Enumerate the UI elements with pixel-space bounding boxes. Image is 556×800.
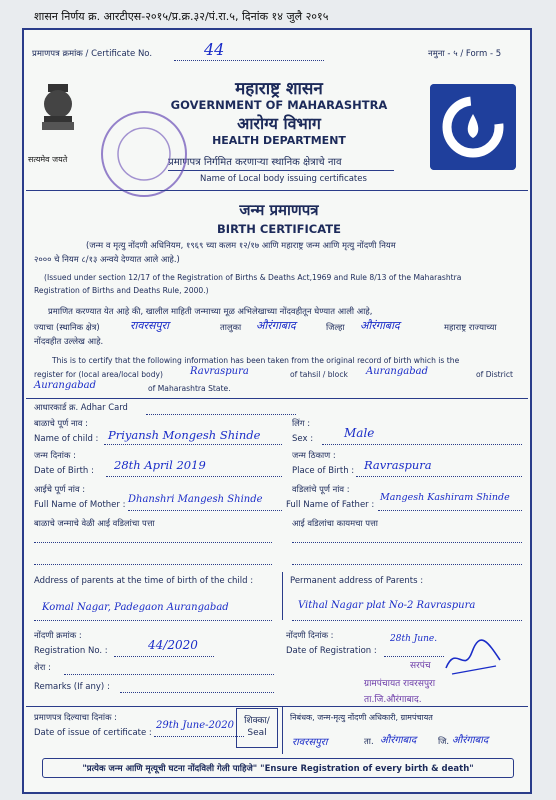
mother-name-value: Dhanshri Mangesh Shinde — [128, 494, 263, 505]
certificate-no-value: 44 — [204, 40, 225, 59]
pob-value: Ravraspura — [364, 458, 432, 472]
reg-no-label-mr: नोंदणी क्रमांक : — [34, 630, 82, 640]
intro-district-label: जिल्हा — [326, 322, 345, 332]
issue-date-label-en: Date of issue of certificate : — [34, 728, 152, 738]
address-permanent-label-en: Permanent address of Parents : — [290, 576, 424, 586]
dob-value: 28th April 2019 — [114, 458, 206, 472]
intro-state-en-label: of Maharashtra State. — [148, 384, 231, 393]
intro-mr-local-area-label: ज्याचा (स्थानिक क्षेत्र) — [34, 322, 100, 332]
child-name-label-en: Name of child : — [34, 434, 99, 444]
gov-title-en: GOVERNMENT OF MAHARASHTRA — [170, 98, 388, 112]
form-label: नमुना - ५ / Form - 5 — [428, 49, 502, 59]
intro-tahsil-label: of tahsil / block — [290, 370, 348, 379]
address-permanent-value: Vithal Nagar plat No-2 Ravraspura — [298, 600, 476, 611]
aadhar-label: आधारकार्ड क्र. Adhar Card — [34, 402, 128, 412]
sign-taluka-value: औरंगाबाद — [380, 735, 417, 746]
local-body-label-en: Name of Local body issuing certificates — [200, 174, 367, 184]
sign-village-value: रावरसपुरा — [292, 737, 328, 748]
address-birth-value: Komal Nagar, Padegaon Aurangabad — [42, 602, 229, 613]
reg-date-label-mr: नोंदणी दिनांक : — [286, 630, 334, 640]
footer-slogan: "प्रत्येक जन्म आणि मृत्यूची घटना नोंदविली गेली पाहिजे" "Ensure Registration of every birth & death" — [42, 758, 514, 778]
pob-label-mr: जन्म ठिकाण : — [292, 450, 336, 460]
local-body-label-mr: प्रमाणपत्र निर्गमित करणाऱ्या स्थानिक क्षेत्राचे नाव — [168, 157, 342, 168]
intro-village-value: रावरसपुरा — [130, 319, 169, 332]
seal-label-mr: शिक्का/ — [244, 716, 270, 726]
reg-date-value: 28th June. — [390, 634, 438, 644]
father-label-en: Full Name of Father : — [286, 500, 375, 510]
sex-value: Male — [344, 426, 375, 440]
address-birth-label-mr: बाळाचे जन्माचे वेळी आई वडिलांचा पत्ता — [34, 518, 155, 528]
reg-no-value: 44/2020 — [148, 638, 198, 652]
reg-no-label-en: Registration No. : — [34, 646, 108, 656]
dob-label-mr: जन्म दिनांक : — [34, 450, 76, 460]
sex-label-en: Sex : — [292, 434, 314, 444]
mother-label-en: Full Name of Mother : — [34, 500, 126, 510]
child-name-value: Priyansh Mongesh Shinde — [108, 428, 261, 442]
seal-box — [236, 708, 278, 748]
father-label-mr: वडिलांचे पूर्ण नांव : — [292, 484, 350, 494]
gr-reference-line: शासन निर्णय क्र. आरटीएस-२०१५/प्र.क्र.३२/पं.रा.५, दिनांक १४ जुलै २०१५ — [34, 10, 329, 23]
intro-state-label: महाराष्ट्र राज्याच्या — [444, 322, 497, 332]
certificate-title-mr: जन्म प्रमाणपत्र — [239, 201, 319, 219]
gov-title-mr: महाराष्ट्र शासन — [235, 79, 323, 99]
intro-tahsil-value: Aurangabad — [366, 366, 428, 377]
pob-label-en: Place of Birth : — [292, 466, 355, 476]
intro-district-en-value: Aurangabad — [34, 380, 96, 391]
seal-label-en: Seal — [247, 728, 267, 738]
gram-panchayat-round-stamp — [98, 108, 190, 200]
intro-en-line-1: (Issued under section 12/17 of the Registration of Births & Deaths Act,1969 and Rule 8/13 of the Maharashtra — [44, 273, 462, 282]
registrar-title: निबंधक, जन्म-मृत्यु नोंदणी अधिकारी, ग्रामपंचायत — [290, 713, 433, 722]
sign-district-label: जि. — [438, 736, 450, 746]
birth-certificate-document — [22, 28, 532, 794]
mother-label-mr: आईचे पूर्ण नांव : — [34, 484, 86, 494]
sex-label-mr: लिंग : — [292, 418, 311, 428]
address-permanent-label-mr: आई वडिलांचा कायमचा पत्ता — [292, 518, 378, 528]
intro-taluka-label: तालुका — [220, 322, 242, 332]
remarks-label-en: Remarks (If any) : — [34, 682, 110, 692]
child-name-label-mr: बाळाचे पूर्ण नाव : — [34, 418, 88, 428]
reg-date-label-en: Date of Registration : — [286, 646, 377, 656]
intro-district-value: औरंगाबाद — [360, 319, 400, 332]
intro-en-local-area-label: register for (local area/local body) — [34, 370, 163, 379]
sign-district-value: औरंगाबाद — [452, 735, 489, 746]
sarpanch-signature — [442, 638, 504, 678]
sign-taluka-label: ता. — [364, 736, 374, 746]
intro-en-line-3: This is to certify that the following information has been taken from the original record of birth which is the — [52, 356, 460, 365]
intro-taluka-value: औरंगाबाद — [256, 319, 296, 332]
intro-en-line-2: Registration of Births and Deaths Rule, 2000.) — [34, 286, 209, 295]
gram-panchayat-stamp-line-2: ता.जि.औरंगाबाद. — [364, 695, 422, 705]
certificate-title-en: BIRTH CERTIFICATE — [217, 222, 341, 236]
issue-date-label-mr: प्रमाणपत्र दिल्याचा दिनांक : — [34, 712, 118, 722]
certificate-no-label: प्रमाणपत्र क्रमांक / Certificate No. — [32, 49, 153, 59]
emblem-motto: सत्यमेव जयते — [28, 155, 68, 164]
remarks-label-mr: शेरा : — [34, 662, 51, 672]
father-name-value: Mangesh Kashiram Shinde — [380, 492, 510, 503]
intro-local-area-value: Ravraspura — [190, 366, 249, 377]
intro-mr-line-2: २००० चे नियम ८/१३ अन्वये देण्यात आले आहे.) — [34, 254, 180, 264]
address-birth-label-en: Address of parents at the time of birth of the child : — [34, 576, 254, 586]
sarpanch-stamp-label: सरपंच — [410, 661, 431, 671]
health-department-logo-icon — [430, 84, 516, 170]
gram-panchayat-stamp-line-1: ग्रामपंचायत रावरसपुरा — [364, 679, 436, 689]
dept-title-mr: आरोग्य विभाग — [237, 114, 321, 133]
intro-mr-line-3: प्रमाणित करण्यात येत आहे की, खालील माहिती जन्माच्या मूळ अभिलेखाच्या नोंदवहीतून घेण्यात आली आहे, — [48, 306, 373, 316]
dept-title-en: HEALTH DEPARTMENT — [212, 134, 346, 147]
dob-label-en: Date of Birth : — [34, 466, 94, 476]
issue-date-value: 29th June-2020 — [156, 720, 234, 731]
intro-district-en-label: of District — [476, 370, 514, 379]
intro-mr-line-1: (जन्म व मृत्यु नोंदणी अधिनियम, १९६९ च्या कलम १२/१७ आणि महाराष्ट्र जन्म आणि मृत्यु नोंदणी नियम — [86, 240, 396, 250]
intro-mr-line-5: नोंदवहीत उल्लेख आहे. — [34, 336, 104, 346]
